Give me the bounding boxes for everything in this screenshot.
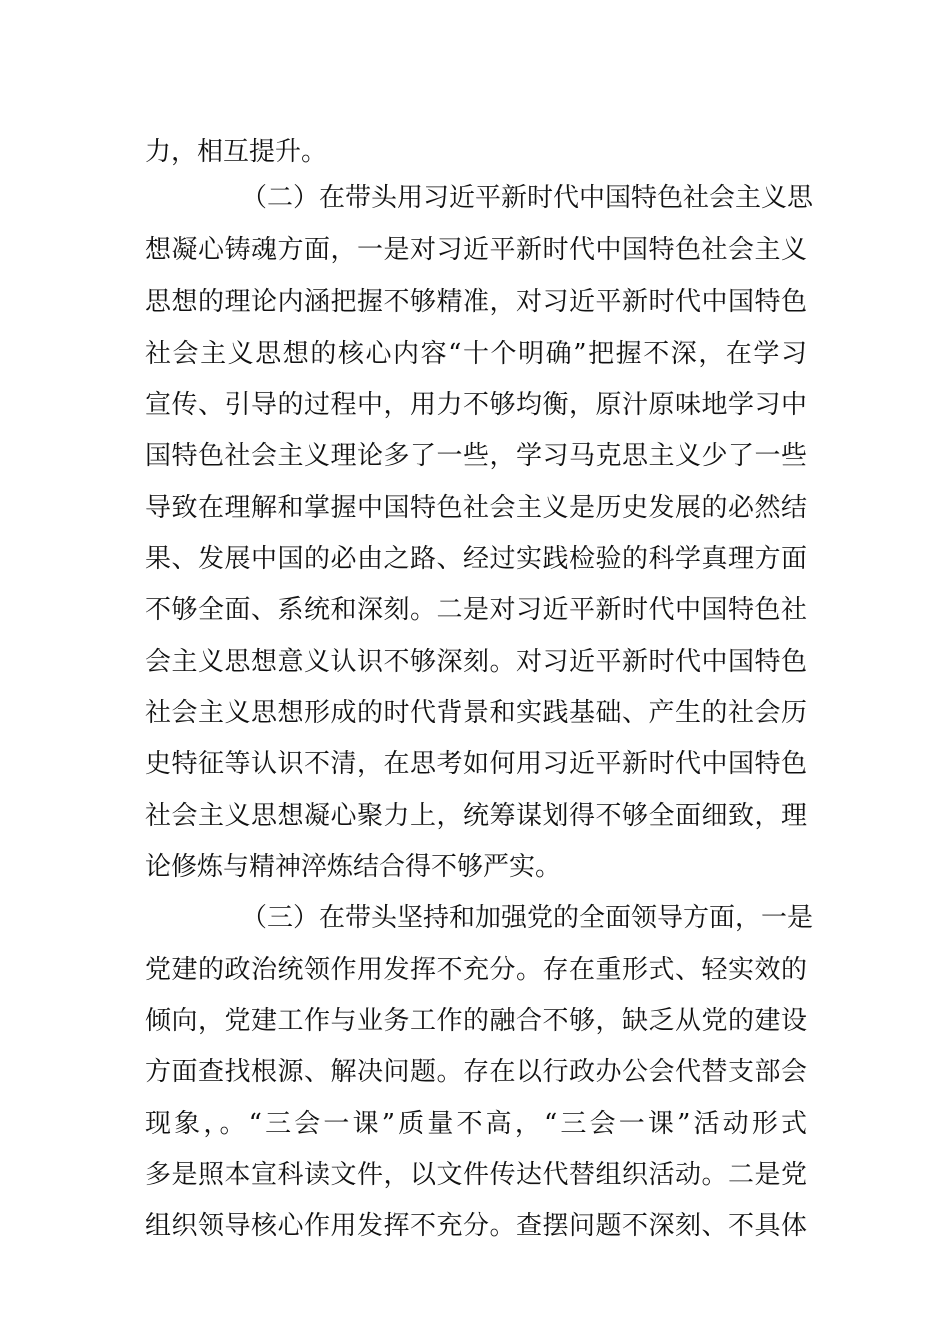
text-line: 组织领导核心作用发挥不充分。查摆问题不深刻、不具体 (145, 1211, 807, 1241)
text-line: 宣传、引导的过程中，用力不够均衡，原汁原味地学习中 (145, 390, 807, 420)
text-line: 现象，。“三会一课”质量不高，“三会一课”活动形式 (145, 1109, 807, 1139)
text-line: 导致在理解和掌握中国特色社会主义是历史发展的必然结 (145, 493, 807, 523)
text-line: 多是照本宣科读文件，以文件传达代替组织活动。二是党 (145, 1160, 807, 1190)
text-line: 不够全面、系统和深刻。二是对习近平新时代中国特色社 (145, 595, 807, 625)
text-line: 会主义思想意义认识不够深刻。对习近平新时代中国特色 (145, 647, 807, 677)
text-line: 果、发展中国的必由之路、经过实践检验的科学真理方面 (145, 544, 807, 574)
text-line: 力，相互提升。 (145, 137, 328, 167)
text-line: 国特色社会主义理论多了一些，学习马克思主义少了一些 (145, 441, 807, 471)
text-line: 方面查找根源、解决问题。存在以行政办公会代替支部会 (145, 1057, 807, 1087)
text-line: 想凝心铸魂方面，一是对习近平新时代中国特色社会主义 (145, 235, 807, 265)
text-line: 党建的政治统领作用发挥不充分。存在重形式、轻实效的 (145, 955, 807, 985)
text-line: 倾向，党建工作与业务工作的融合不够，缺乏从党的建设 (145, 1006, 807, 1036)
text-line: 论修炼与精神淬炼结合得不够严实。 (145, 852, 562, 882)
text-line: 社会主义思想形成的时代背景和实践基础、产生的社会历 (145, 698, 807, 728)
text-line: 史特征等认识不清，在思考如何用习近平新时代中国特色 (145, 749, 807, 779)
text-line: 社会主义思想凝心聚力上，统筹谋划得不够全面细致，理 (145, 801, 807, 831)
paragraph-heading-line: （三）在带头坚持和加强党的全面领导方面，一是 (241, 903, 814, 933)
text-line: 社会主义思想的核心内容“十个明确”把握不深，在学习 (145, 339, 807, 369)
text-line: 思想的理论内涵把握不够精准，对习近平新时代中国特色 (145, 287, 807, 317)
paragraph-heading-line: （二）在带头用习近平新时代中国特色社会主义思 (241, 183, 814, 213)
